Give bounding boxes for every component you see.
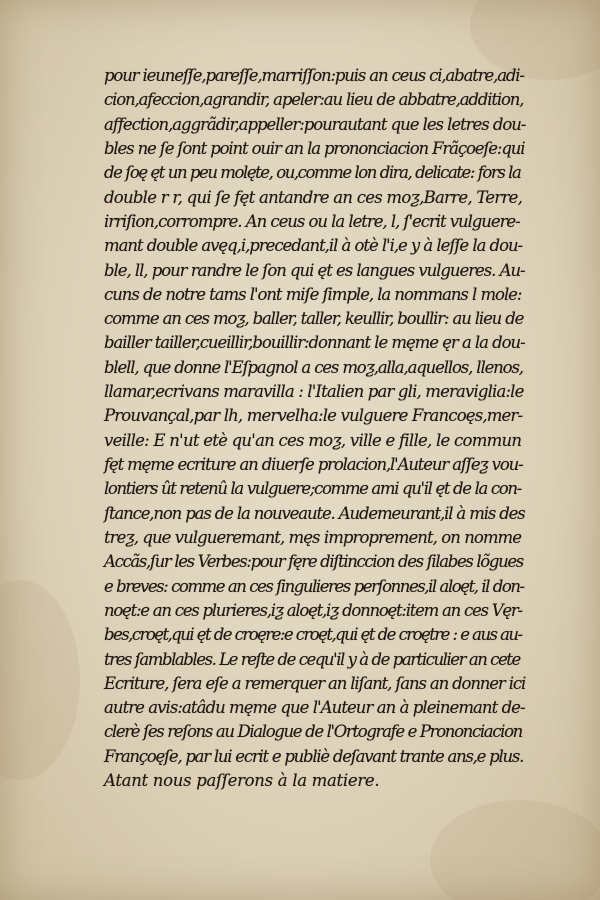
text-line: affection,aggrãdir,appeller:pourautant que les letres dou-	[104, 114, 526, 134]
text-line: comme an ces moƺ, baller, taller, keullir, boullir: au lieu de	[104, 309, 524, 329]
text-line: e breves: comme an ces ſingulieres perſonnes,il aloęt, il don-	[104, 576, 524, 596]
text-line: tres ſamblables. Le reſte de cequ'il y à de particulier an cete	[104, 649, 520, 669]
paper-stain	[430, 800, 600, 900]
body-text	[104, 64, 524, 793]
text-line: ſtance,non pas de la nouveaute. Audemeurant,il à mis des	[104, 503, 525, 523]
text-line: veille: E n'ut etè qu'an ces moƺ, ville e fille, le commun	[104, 430, 522, 450]
text-line: bles ne ſe ſont point ouir an la prononciacion Frãçoeſe:qui	[104, 138, 525, 158]
text-line: cion,afeccion,agrandir, apeler:au lieu de abbatre,addition,	[104, 90, 524, 110]
text-line: noęt:e an ces plurieres,iƺ aloęt,iƺ donnoęt:item an ces Vęr-	[104, 600, 522, 620]
text-line: Accãs,ſur les Verbes:pour fęre diſtinccion des ſilabes lõgues	[104, 552, 523, 572]
text-line: autre avis:atâdu męme que l'Auteur an à pleinemant de-	[104, 698, 525, 718]
text-line: bailler tailler,cueillir,bouillir:donnant le męme ęr a la dou-	[104, 333, 525, 353]
paper-stain	[0, 580, 80, 780]
text-line: Ecriture, ſera eſe a remerquer an liſant, ſans an donner ici	[104, 673, 526, 693]
text-line: double r r, qui ſe fęt antandre an ces moƺ,Barre, Terre,	[104, 187, 523, 207]
text-line: llamar,ecrivans maravilla : l'Italien par gli, meraviglia:le	[104, 382, 524, 402]
text-line: bes,croęt,qui ęt de croęre:e croęt,qui ęt de croętre : e aus au-	[104, 625, 522, 645]
text-line: pour ieuneſſe,pareſſe,marriſſon:puis an ceus ci,abatre,adi-	[104, 66, 524, 85]
text-line: clerè ſes reſons au Dialogue de l'Ortografe e Prononciacion	[104, 722, 522, 742]
text-line: lontiers ût retenû la vulguere;comme ami qu'il ęt de la con-	[104, 479, 521, 499]
text-line: fęt męme ecriture an diuerſe prolacion,l'Auteur aſſeƺ vou-	[104, 455, 523, 474]
text-line: ble, ll, pour randre le ſon qui ęt es langues vulgueres. Au-	[104, 260, 525, 280]
text-line: Françoęſe, par lui ecrit e publiè deſavant trante ans,e plus.	[104, 746, 524, 766]
text-line: mant double avęq,i,precedant,il à otè l'i,e y à leſſe la dou-	[104, 236, 523, 256]
text-line: treƺ, que vulgueremant, męs improprement, on nomme	[104, 527, 522, 547]
text-line: irriſion,corrompre. An ceus ou la letre, l, ſ'ecrit vulguere-	[104, 211, 520, 231]
text-line: Prouvançal,par lh, mervelha:le vulguere Francoęs,mer-	[104, 406, 523, 426]
text-line: de ſoę ęt un peu molęte, ou,comme lon dira, delicate: fors la	[104, 163, 521, 183]
text-line: Atant nous paſſerons à la matiere.	[104, 771, 380, 791]
text-line: cuns de notre tams l'ont miſe ſimple, la nommans l mole:	[104, 284, 522, 304]
text-line: blell, que donne l'Eſpagnol a ces moƺ,alla,aquellos, llenos,	[104, 357, 523, 377]
